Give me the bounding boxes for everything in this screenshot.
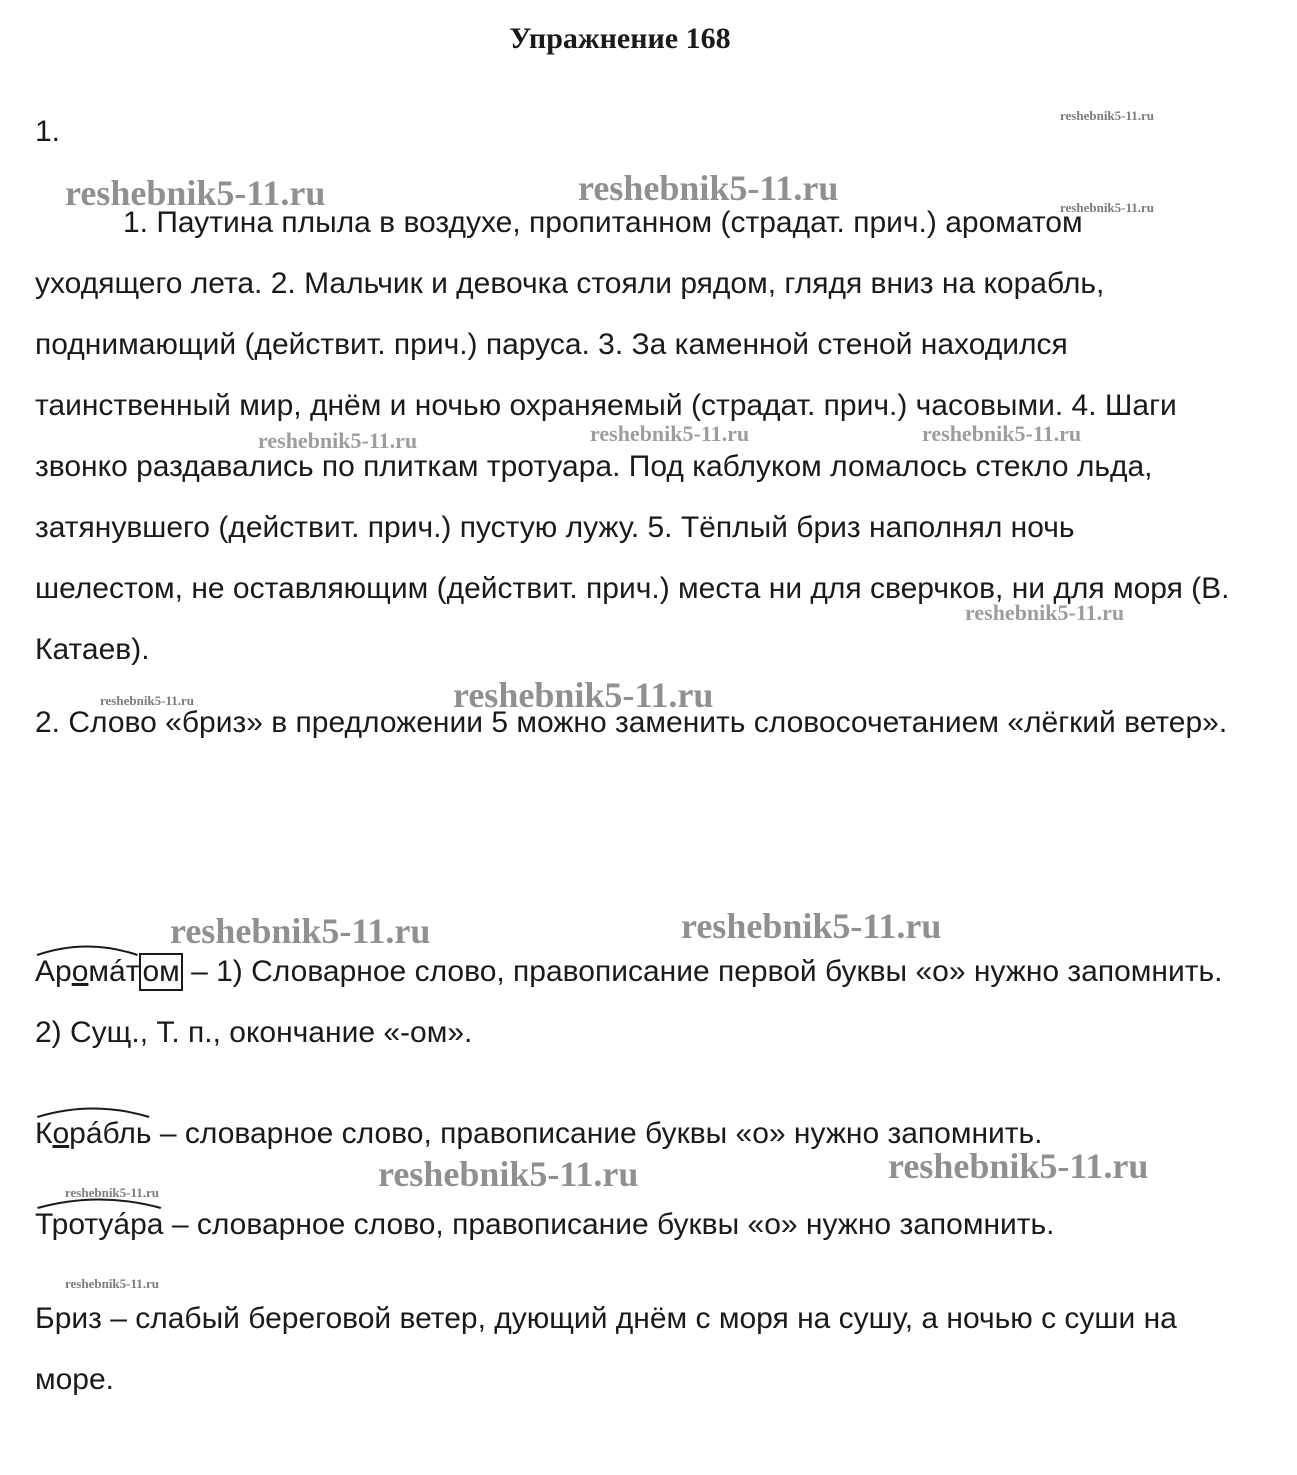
trotuara-word-text: Тротуáра <box>35 1208 164 1241</box>
watermark: reshebnik5-11.ru <box>65 1185 160 1200</box>
aromatom-part1: Ар <box>35 955 72 988</box>
korabl-part1: К <box>35 1117 53 1150</box>
watermark: reshebnik5-11.ru <box>922 421 1082 446</box>
korabl-explanation-text: – словарное слово, правописание буквы «о» нужно запомнить. <box>151 1117 1043 1150</box>
watermark: reshebnik5-11.ru <box>1060 108 1155 123</box>
synonym-paragraph: 2. Слово «бриз» в предложении 5 можно заменить словосочетанием «лёгкий ветер». <box>35 706 1228 739</box>
aromatom-explanation <box>35 941 1230 1063</box>
watermark: reshebnik5-11.ru <box>65 1276 160 1291</box>
watermark: reshebnik5-11.ru <box>965 600 1125 625</box>
root-arc-icon <box>35 1104 152 1118</box>
watermark: reshebnik5-11.ru <box>258 428 418 453</box>
watermark: reshebnik5-11.ru <box>170 911 431 951</box>
watermark: reshebnik5-11.ru <box>378 1154 639 1194</box>
watermark: reshebnik5-11.ru <box>453 675 714 715</box>
korabl-underlined-letter: о <box>52 1117 70 1150</box>
trotuara-explanation <box>35 1194 1230 1255</box>
aromatom-part3: мáт <box>88 955 140 988</box>
root-arc-icon <box>35 942 139 956</box>
watermark: reshebnik5-11.ru <box>65 173 326 213</box>
korabl-word <box>35 1103 152 1164</box>
watermark: reshebnik5-11.ru <box>1060 200 1155 215</box>
watermark: reshebnik5-11.ru <box>590 421 750 446</box>
watermark: reshebnik5-11.ru <box>100 693 195 708</box>
exercise-text-paragraph: 1. Паутина плыла в воздухе, пропитанном (страдат. прич.) ароматом уходящего лета. 2. Мальчик и девочка стояли рядом, глядя вниз на корабль, поднимающий (действит. прич.) паруса. 3. За каменной стеной находился таинственный мир, днём и ночью охраняемый (страдат. прич.) часовыми. 4. Шаги звонко раздавались по плиткам тротуара. Под каблуком ломалось стекло льда, затянувшего (действит. прич.) пустую лужу. 5. Тёплый бриз наполнял ночь шелестом, не оставляющим (действит. прич.) места ни для сверчков, ни для моря (В. Катаев). <box>35 206 1230 666</box>
aromatom-explanation-text: – 1) Словарное слово, правописание первой буквы «о» нужно запомнить. 2) Сущ., Т. п., окончание «-ом». <box>35 955 1223 1049</box>
korabl-part3: рáбль <box>69 1117 152 1150</box>
trotuara-explanation-text: – словарное слово, правописание буквы «о» нужно запомнить. <box>163 1208 1055 1241</box>
watermark: reshebnik5-11.ru <box>681 906 942 946</box>
page-title: Упражнение 168 <box>509 22 731 55</box>
watermark: reshebnik5-11.ru <box>578 168 839 208</box>
watermark: reshebnik5-11.ru <box>888 1146 1149 1186</box>
section-number: 1. <box>35 115 61 148</box>
trotuara-word <box>35 1194 163 1255</box>
aromatom-word <box>35 941 139 1002</box>
ending-box: ом <box>139 953 182 991</box>
aromatom-underlined-letter: о <box>71 955 89 988</box>
briz-definition: Бриз – слабый береговой ветер, дующий днём с моря на сушу, а ночью с суши на море. <box>35 1302 1177 1396</box>
